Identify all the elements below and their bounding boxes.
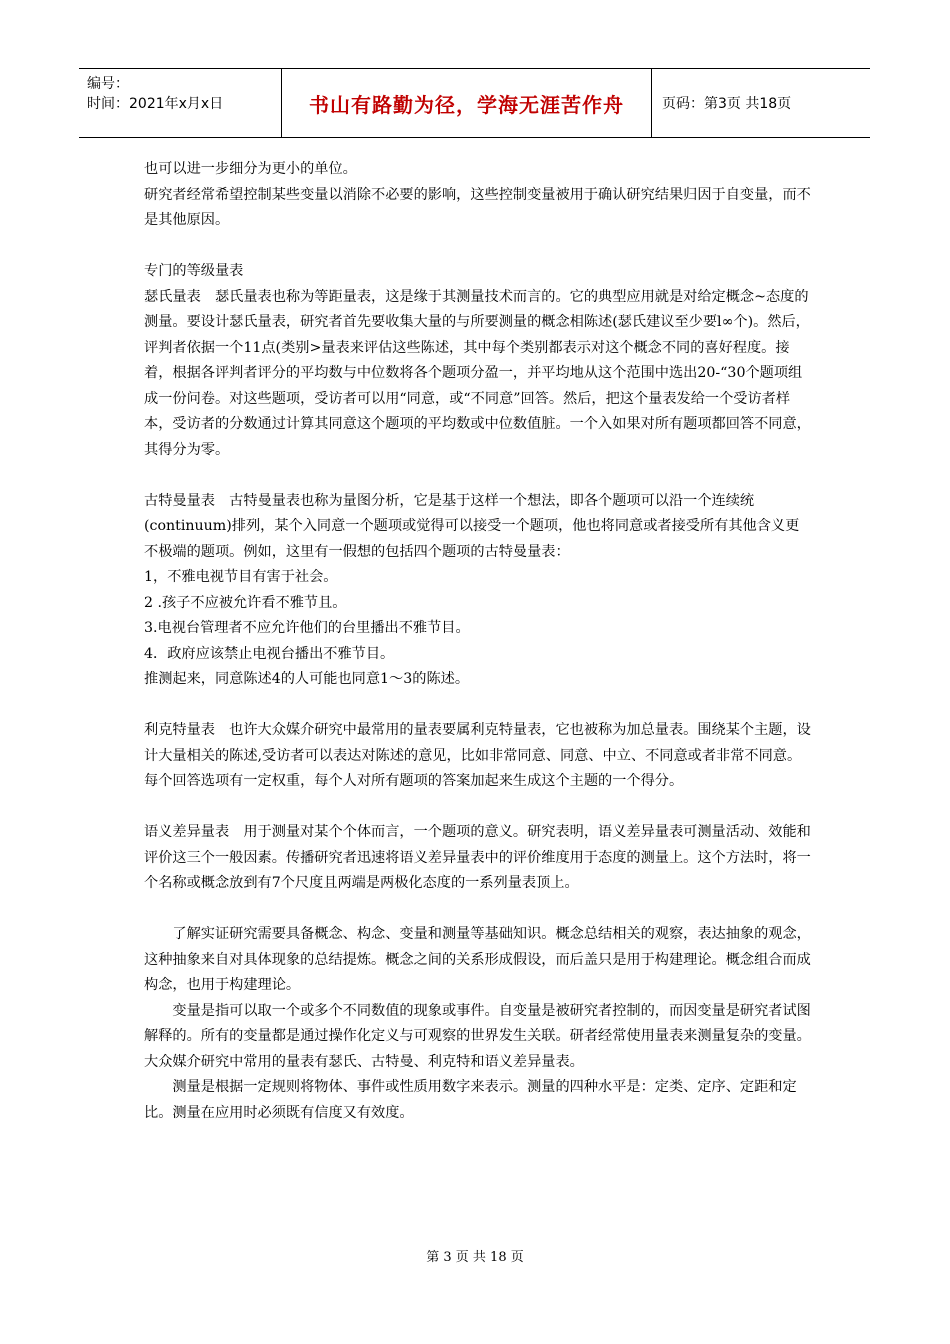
paragraph-gap [144, 795, 812, 821]
header-motto-cell [282, 69, 652, 137]
summary-paragraph: 测量是根据一定规则将物体、事件或性质用数字来表示。测量的四种水平是：定类、定序、定距和定比。测量在应用时必须既有信度又有效度。 [144, 1079, 797, 1121]
list-item: 1，不雅电视节目有害于社会。 [144, 569, 338, 585]
paragraph: 古特曼量表 古特曼量表也称为量图分析，它是基于这样一个想法，即各个题项可以沿一个连续统(continuum)排列，某个入同意一个题项或觉得可以接受一个题项，他也将同意或者接受所有其他含义更不极端的题项。例如，这里有一假想的包括四个题项的古特曼量表： [144, 492, 800, 560]
paragraph: 也可以进一步细分为更小的单位。 [144, 161, 357, 177]
document-body [144, 157, 812, 1126]
paragraph: 研究者经常希望控制某些变量以消除不必要的影响，这些控制变量被用于确认研究结果归因于自变量，而不是其他原因。 [144, 186, 811, 228]
summary-paragraph: 变量是指可以取一个或多个不同数值的现象或事件。自变量是被研究者控制的，而因变量是研究者试图解释的。所有的变量都是通过操作化定义与可观察的世界发生关联。研者经常使用量表来测量复杂的变量。大众媒介研究中常用的量表有瑟氏、古特曼、利克特和语义差异量表。 [144, 1002, 811, 1070]
list-item: 3.电视台管理者不应允许他们的台里播出不雅节目。 [144, 620, 470, 636]
header-page-cell [652, 69, 870, 137]
summary-paragraph: 了解实证研究需要具备概念、构念、变量和测量等基础知识。概念总结相关的观察，表达抽象的观念，这种抽象来自对具体现象的总结提炼。概念之间的关系形成假设，而后盖只是用于构建理论。概念组合而成构念，也用于构建理论。 [144, 926, 811, 993]
paragraph-gap [144, 234, 812, 260]
motto: 书山有路勤为径，学海无涯苦作舟 [309, 92, 624, 117]
page-header [79, 68, 870, 138]
paragraph: 推测起来，同意陈述4的人可能也同意1～3的陈述。 [144, 671, 470, 687]
date-label: 时间：2021年x月x日 [87, 96, 224, 112]
footer-page-number: 第 3 页 共 18 页 [426, 1250, 524, 1265]
number-label: 编号： [87, 76, 129, 92]
paragraph-gap [144, 897, 812, 923]
paragraph-gap [144, 693, 812, 719]
header-meta [79, 69, 282, 137]
paragraph: 瑟氏量表 瑟氏量表也称为等距量表，这是缘于其测量技术而言的。它的典型应用就是对给定概念~态度的测量。要设计瑟氏量表，研究者首先要收集大量的与所要测量的概念相陈述(瑟氏建议至少要l∞个)。然后，评判者依据一个11点(类别>量表来评估这些陈述，其中每个类别都表示对这个概念不同的喜好程度。接着，根据各评判者评分的平均数与中位数将各个题项分盈一，并平均地从这个范围中选出20-“30个题项组成一份问卷。对这些题项，受访者可以用“同意，或“不同意”回答。然后，把这个量表发给一个受访者样本，受访者的分数通过计算其同意这个题项的平均数或中位数值脏。一个入如果对所有题项都回答不同意，其得分为零。 [144, 288, 811, 458]
list-item: 2 .孩子不应被允许看不雅节且。 [144, 594, 347, 611]
paragraph: 利克特量表 也许大众媒介研究中最常用的量表要属利克特量表，它也被称为加总量表。围绕某个主题，设计大量相关的陈述,受访者可以表达对陈述的意见，比如非常同意、同意、中立、不同意或者非常不同意。每个回答选项有一定权重，每个人对所有题项的答案加起来生成这个主题的一个得分。 [144, 722, 811, 789]
section-heading: 专门的等级量表 [144, 263, 244, 279]
list-item: 4．政府应该禁止电视台播出不雅节目。 [144, 645, 395, 662]
paragraph: 语义差异量表 用于测量对某个个体而言，一个题项的意义。研究表明，语义差异量表可测量活动、效能和评价这三个一般因素。传播研究者迅速将语义差异量表中的评价维度用于态度的测量上。这个方法时，将一个名称或概念放到有7个尺度且两端是两极化态度的一系列量表顶上。 [144, 824, 811, 891]
page-label: 页码：第3页 共18页 [662, 96, 792, 112]
page-footer [0, 1246, 950, 1265]
paragraph-gap [144, 463, 812, 489]
